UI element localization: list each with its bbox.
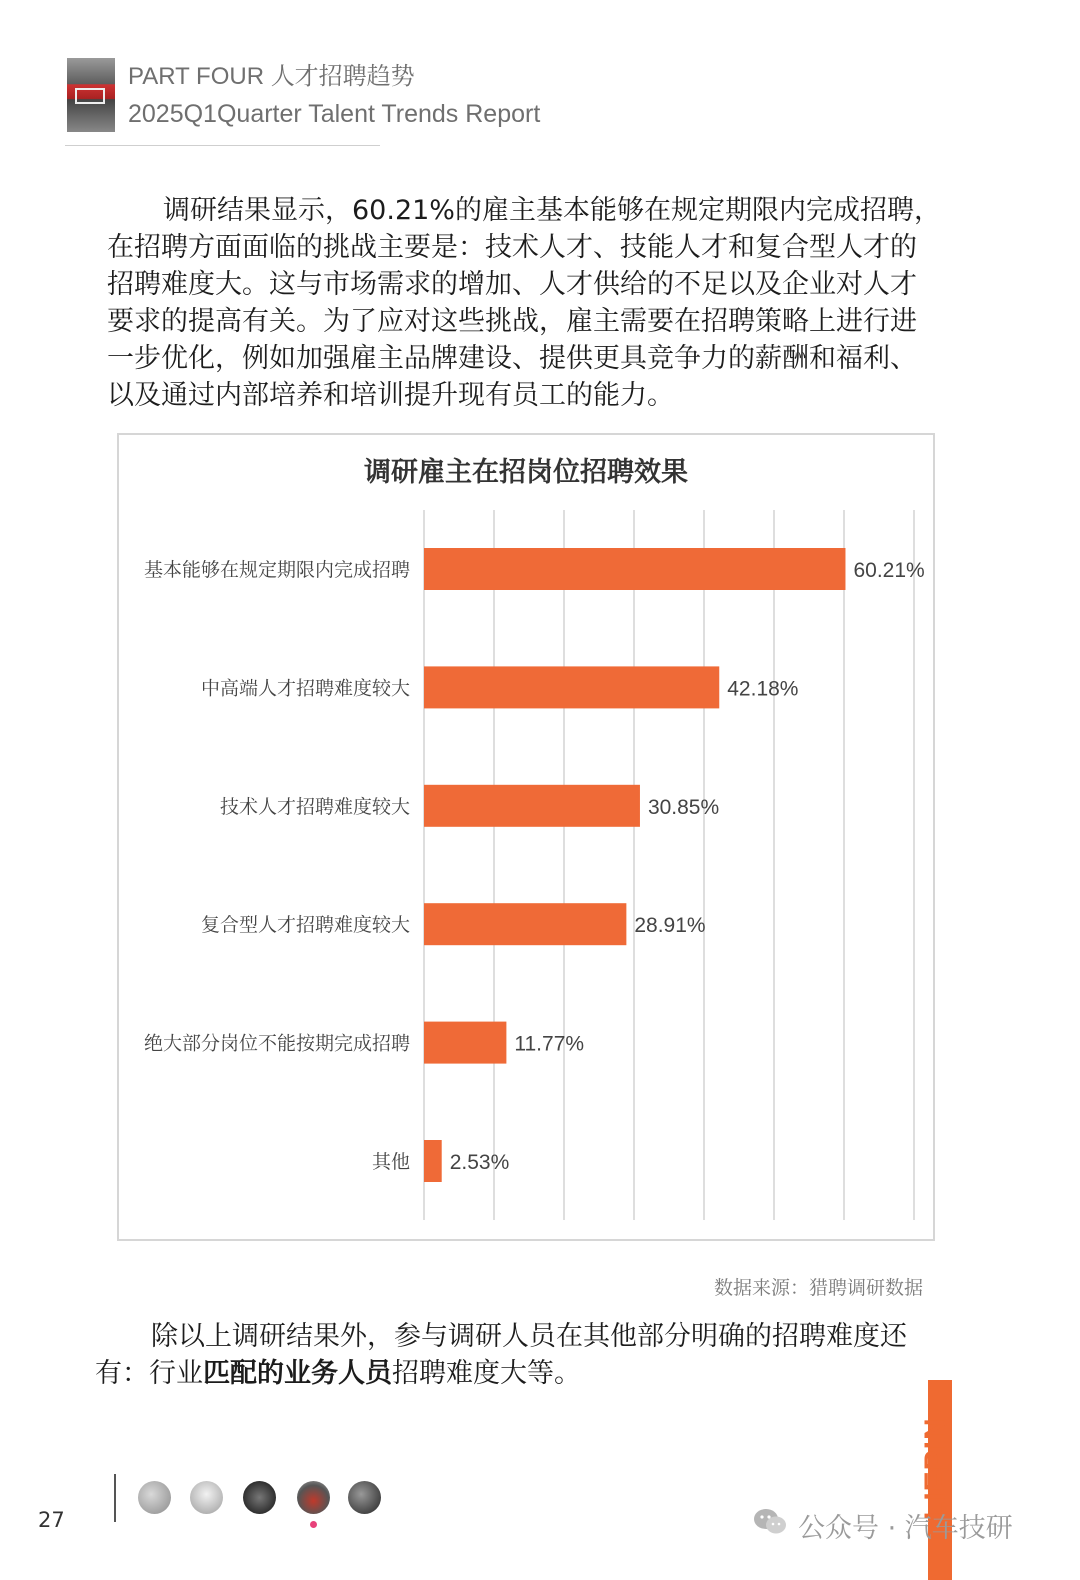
bar [424,666,719,708]
bar [424,1140,442,1182]
nav-thumbnail-3[interactable] [243,1481,276,1514]
category-label: 技术人才招聘难度较大 [219,795,410,818]
bar [424,785,640,827]
nav-active-indicator [310,1521,317,1528]
data-source-note: 数据来源：猎聘调研数据 [714,1277,924,1299]
category-label: 其他 [371,1151,410,1173]
category-label: 绝大部分岗位不能按期完成招聘 [143,1032,410,1055]
intro-line: 以及通过内部培养和培训提升现有员工的能力。 [107,380,674,411]
footer-divider [114,1474,116,1522]
data-label: 30.85% [647,795,720,819]
nav-thumbnail-4[interactable] [297,1481,330,1514]
intro-line: 招聘难度大。这与市场需求的增加、人才供给的不足以及企业对人才 [107,269,917,300]
watermark-text: 公众号 · 汽车技研 [798,1513,1013,1544]
wechat-icon [752,1507,788,1537]
closing-paragraph [95,1318,965,1392]
closing-line-2-bold: 匹配的业务人员 [203,1358,392,1389]
category-label: 基本能够在规定期限内完成招聘 [143,559,410,581]
category-label: 复合型人才招聘难度较大 [200,914,410,937]
chart-title: 调研雇主在招岗位招聘效果 [364,457,688,488]
data-label: 28.91% [634,914,706,938]
data-label: 60.21% [853,559,925,582]
brand-logo-text: LIEPIN [919,1417,952,1520]
nav-thumbnail-5[interactable] [348,1481,381,1514]
nav-thumbnail-2[interactable] [190,1481,223,1514]
bar [424,903,626,945]
nav-thumbnail-1[interactable] [138,1481,171,1514]
data-label: 2.53% [449,1151,510,1174]
intro-line: 要求的提高有关。为了应对这些挑战，雇主需要在招聘策略上进行进 [107,306,917,337]
closing-line-2 [95,1355,965,1392]
page-number: 27 [38,1508,65,1532]
intro-line: 在招聘方面面临的挑战主要是：技术人才、技能人才和复合型人才的 [107,232,917,263]
intro-line: 调研结果显示，60.21%的雇主基本能够在规定期限内完成招聘， [163,195,941,226]
closing-line-2-post: 招聘难度大等。 [392,1358,581,1389]
data-label: 11.77% [514,1032,585,1056]
closing-line-2-pre: 有：行业 [95,1358,203,1389]
category-label: 中高端人才招聘难度较大 [200,677,410,700]
data-label: 42.18% [727,677,799,701]
bar [424,548,845,590]
bar [424,1022,506,1064]
intro-line: 一步优化，例如加强雇主品牌建设、提供更具竞争力的薪酬和福利、 [107,343,917,374]
closing-line-1: 除以上调研结果外，参与调研人员在其他部分明确的招聘难度还 [151,1321,907,1352]
header-part-title: PART FOUR 人才招聘趋势 [128,63,415,90]
header-report-title: 2025Q1Quarter Talent Trends Report [128,100,541,128]
